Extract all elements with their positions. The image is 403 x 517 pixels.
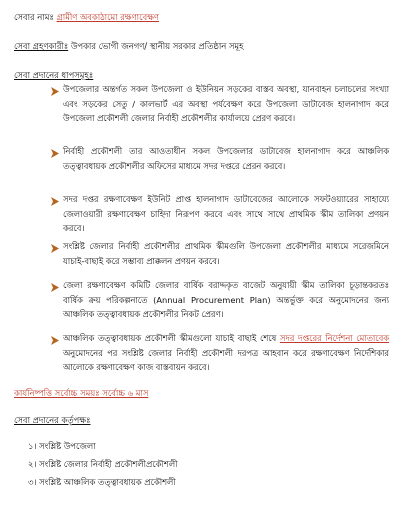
- arrow-bullet-icon: [51, 283, 59, 292]
- step-3: সদর দপ্তর রক্ষণাবেক্ষণ ইউনিট প্রাপ্ত হালনাগাদ ডাটাবেজের আলোকে সফটওয়্যারের সাহায্যে জেলাওয়ারী রক্ষণাবেক্ষণ চাহিদা নিরূপণ করবে এবং সাথে সাথে প্রাথমিক স্কীম তালিকা প্রণয়ন করবে।: [63, 194, 389, 233]
- service-name-value: গ্রামীণ অবকাঠামো রক্ষণাবেক্ষণ: [56, 12, 159, 22]
- service-recipient-row: [14, 40, 244, 52]
- step-6: [63, 331, 389, 375]
- service-recipient-label: সেবা গ্রহণকারীঃ: [14, 41, 69, 51]
- arrow-bullet-icon: [51, 87, 59, 96]
- step-6-text-after: অনুমোদনের পর সংশ্লিষ্ট জেলার নির্বাহী প্রকৌশলী দরপত্র আহবান করে রক্ষণাবেক্ষণ নির্দেশিকার আলোকে রক্ষণাবেক্ষণ কাজ বাস্তবায়ন করবে।: [63, 347, 389, 372]
- steps-heading-text: সেবা প্রদানের ধাপসমূহঃ: [14, 70, 94, 80]
- duration-text: কার্যনিষ্পত্তি সর্বোচ্চ সময়ঃ সর্বোচ্চ ৬ মাস: [14, 388, 149, 398]
- authority-heading-text: সেবা প্রদানের কর্তৃপক্ষঃ: [14, 415, 91, 425]
- arrow-bullet-icon: [51, 336, 59, 345]
- step-6-highlight: সদর দপ্তরের নির্দেশনা মোতাবেক: [279, 333, 390, 343]
- service-recipient-value: উপকার ভোগী জনগণ/ স্থানীয় সরকার প্রতিষ্ঠান সমূহ: [70, 41, 244, 51]
- arrow-bullet-icon: [51, 149, 59, 158]
- step-1: উপজেলার অন্তর্গত সকল উপজেলা ও ইউনিয়ন সড়কের বাস্তব অবস্থা, যানবাহন চলাচলের সংখ্যা এবং সড়কের সেতু / কালভার্ট এর অবস্থা পর্যবেক্ষণ করে উপজেলা ডাটাবেজ হালনাগাদ করে উপজেলা প্রকৌশলী জেলার নির্বাহী প্রকৌশলীর কার্যালয়ে প্রেরণ করবে।: [63, 84, 389, 123]
- arrow-bullet-icon: [51, 197, 59, 206]
- service-name-label: সেবার নামঃ: [14, 12, 54, 22]
- authority-heading: [14, 414, 90, 426]
- arrow-bullet-icon: [51, 244, 59, 253]
- authority-item-2: ২। সংশ্লিষ্ট জেলার নির্বাহী প্রকৌশলীপ্রকৌশলী: [28, 459, 178, 469]
- step-6-text-before: আঞ্চলিক তত্ত্বাবধায়ক প্রকৌশলী স্কীমগুলো যাচাই বাছাই শেষে: [63, 333, 280, 343]
- step-4: সংশ্লিষ্ট জেলার নির্বাহী প্রকৌশলীর প্রাথমিক স্কীমগুলি উপজেলা প্রকৌশলীর মাধ্যমে সরেজমিনে যাচাই-বাছাই করে সম্ভাব্য প্রাক্কলন প্রণয়ন করবে।: [63, 241, 389, 266]
- authority-item-1: ১। সংশ্লিষ্ট উপজেলা: [28, 441, 96, 451]
- service-name-row: [14, 11, 159, 23]
- step-2: নির্বাহী প্রকৌশলী তার আওতাধীন সকল উপজেলার ডাটাবেজ হালনাগাদ করে আঞ্চলিক তত্ত্বাবধায়ক প্রকৌশলীর অফিসের মাধ্যমে সদর দপ্তরে প্রেরন করবে।: [63, 146, 389, 171]
- duration-row: [14, 387, 148, 399]
- authority-item-3: ৩। সংশ্লিষ্ট আঞ্চলিক তত্ত্বাবধায়ক প্রকৌশলী: [28, 477, 176, 487]
- step-5: জেলা রক্ষণাবেক্ষণ কমিটি জেলার বার্ষিক বরাদ্দকৃত বাজেট অনুযায়ী স্কীম তালিকা চূড়ান্তকরতঃ বার্ষিক ক্রয় পরিকল্পনাতে (Annual Procurement Plan) অন্তর্ভুক্ত করে অনুমোদনের জন্য আঞ্চলিক তত্ত্বাবধায়ক প্রকৌশলীর নিকট প্রেরণ।: [63, 280, 389, 319]
- steps-heading: [14, 69, 93, 81]
